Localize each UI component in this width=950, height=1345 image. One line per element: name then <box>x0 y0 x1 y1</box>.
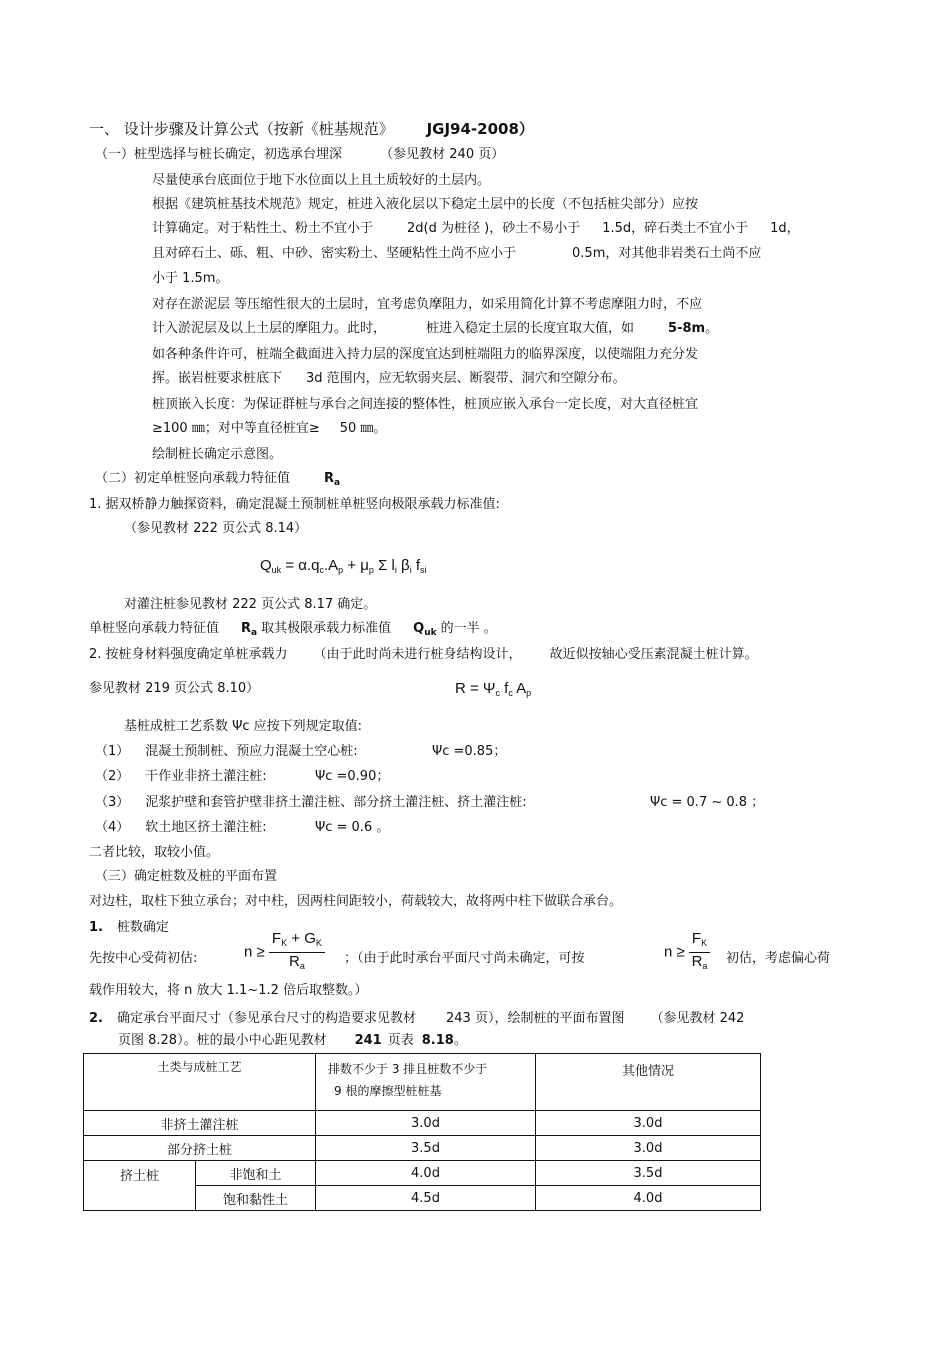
section-title <box>89 120 534 138</box>
s3-item1: 1. 桩数确定 <box>89 920 169 935</box>
s1-p1: 尽量使承台底面位于地下水位面以上且土质较好的土层内。 <box>152 173 491 188</box>
header-friction-piles: 排数不少于 3 排且桩数不少于 9 根的摩擦型桩桩基 <box>316 1054 536 1111</box>
s1-p5-l2: ≥100 ㎜；对中等直径桩宜≥ 50 ㎜。 <box>152 421 387 436</box>
header-soil-type: 土类与成桩工艺 <box>84 1054 316 1111</box>
s3-item2-cont: 页图 8.28）。桩的最小中心距见教材 241 页表 8.18。 <box>118 1033 467 1048</box>
s2-item1: 1. 据双桥静力触探资料，确定混凝土预制桩单桩竖向极限承载力标准值: <box>89 497 500 512</box>
s3-p1: 对边柱，取柱下独立承台；对中柱，因两柱间距较小，荷载较大，故将两中柱下做联合承台。 <box>89 894 623 909</box>
s1-heading: （一）桩型选择与桩长确定，初选承台埋深 （参见教材 240 页） <box>95 147 505 162</box>
s3-line-a: 先按中心受荷初估: <box>89 951 198 966</box>
table-row: 非挤土灌注桩 3.0d 3.0d <box>84 1111 761 1136</box>
s2-item2: 2. 按桩身材料强度确定单桩承载力 （由于此时尚未进行桩身结构设计， 故近似按轴心受压素混凝土桩计算。 <box>89 647 758 662</box>
s1-p2-l2: 计算确定。对于粘性土、粉土不宜小于 2d(d 为桩径 )，砂土不易小于 1.5d，碎石类土不宜小于 1d， <box>152 221 800 236</box>
s1-p3-l2: 计入淤泥层及以上土层的摩阻力。此时， 桩进入稳定土层的长度宜取大值，如 5-8m。 <box>152 321 719 336</box>
group-cell: 挤土桩 <box>84 1161 196 1211</box>
s3-line-d: 载作用较大，将 n 放大 1.1~1.2 倍后取整数。） <box>89 983 368 998</box>
table-row: 挤土桩 非饱和土 4.0d 3.5d <box>84 1161 761 1186</box>
s1-p2-l3: 且对碎石土、砾、粗、中砂、密实粉土、坚硬粘性土尚不应小于 0.5m，对其他非岩类石土尚不应 <box>152 246 762 261</box>
formula-n2: n ≥ $\frac{F_K}{R_a}$ <box>664 930 710 975</box>
coef-row-4: （4） 软土地区挤土灌注桩: Ψc = 0.6 。 <box>95 820 390 835</box>
coef-row-1: （1） 混凝土预制桩、预应力混凝土空心桩: Ψc =0.85； <box>95 744 507 759</box>
s3-item2: 2. 确定承台平面尺寸（参见承台尺寸的构造要求见教材 243 页），绘制桩的平面布置图 （参见教材 242 <box>89 1011 745 1026</box>
s1-p3-l1: 对存在淤泥层 等压缩性很大的土层时，宜考虑负摩阻力，如采用简化计算不考虑摩阻力时，不应 <box>152 297 703 312</box>
s2-coef-intro: 基桩成桩工艺系数 Ψc 应按下列规定取值: <box>124 719 363 734</box>
s3-line-c: 初估，考虑偏心荷 <box>726 951 831 966</box>
formula-quk: $Q_{uk} = \alpha.q_c.A_p + \mu_p$ Σ $l_i$ $\beta_i$ $f_{si}$ <box>260 557 427 575</box>
s3-heading: （三）确定桩数及桩的平面布置 <box>95 869 278 884</box>
s2-ref2: 参见教材 219 页公式 8.10） <box>89 681 260 696</box>
s2-note1: 对灌注桩参见教材 222 页公式 8.17 确定。 <box>124 597 377 612</box>
s1-p4-l1: 如各种条件许可，桩端全截面进入持力层的深度宜达到桩端阻力的临界深度，以使端阻力充分发 <box>152 347 699 362</box>
s3-line-b: ；（由于此时承台平面尺寸尚未确定，可按 <box>344 951 585 966</box>
table-header-row <box>84 1054 761 1111</box>
s1-p2-l4: 小于 1.5m。 <box>152 271 229 286</box>
formula-r: $R = \Psi_c$ $f_c$ $A_p$ <box>455 680 532 698</box>
table-row: 部分挤土桩 3.5d 3.0d <box>84 1136 761 1161</box>
coef-row-2: （2） 干作业非挤土灌注桩: Ψc =0.90； <box>95 769 390 784</box>
s2-ref1: （参见教材 222 页公式 8.14） <box>124 521 308 536</box>
s2-conclusion: 二者比较，取较小值。 <box>89 845 220 860</box>
title-code: JGJ94-2008） <box>426 120 534 138</box>
title-text: 一、 设计步骤及计算公式（按新《桩基规范》 <box>89 120 394 138</box>
formula-n1: n ≥ $\frac{F_K + G_K}{R_a}$ <box>244 930 325 975</box>
s1-p2-l1: 根据《建筑桩基技术规范》规定，桩进入液化层以下稳定土层中的长度（不包括桩尖部分）应按 <box>152 197 699 212</box>
s2-note2: 单桩竖向承载力特征值 $R_a$ 取其极限承载力标准值 $Q_{uk}$ 的一半 。 <box>89 621 497 638</box>
s1-p6: 绘制桩长确定示意图。 <box>152 447 283 462</box>
s1-p5-l1: 桩顶嵌入长度：为保证群桩与承台之间连接的整体性，桩顶应嵌入承台一定长度，对大直径桩宜 <box>152 397 699 412</box>
s2-heading: （二）初定单桩竖向承载力特征值 $R_a$ <box>95 471 341 488</box>
coef-row-3: （3） 泥浆护壁和套管护壁非挤土灌注桩、部分挤土灌注桩、挤土灌注桩: Ψc = 0.7 ~ 0.8 ； <box>95 795 765 810</box>
header-other: 其他情况 <box>536 1054 761 1111</box>
s1-p4-l2: 挥。嵌岩桩要求桩底下 3d 范围内，应无软弱夹层、断裂带、洞穴和空隙分布。 <box>152 371 626 386</box>
pile-spacing-table <box>83 1053 761 1211</box>
table-row: 饱和黏性土 4.5d 4.0d <box>84 1186 761 1211</box>
